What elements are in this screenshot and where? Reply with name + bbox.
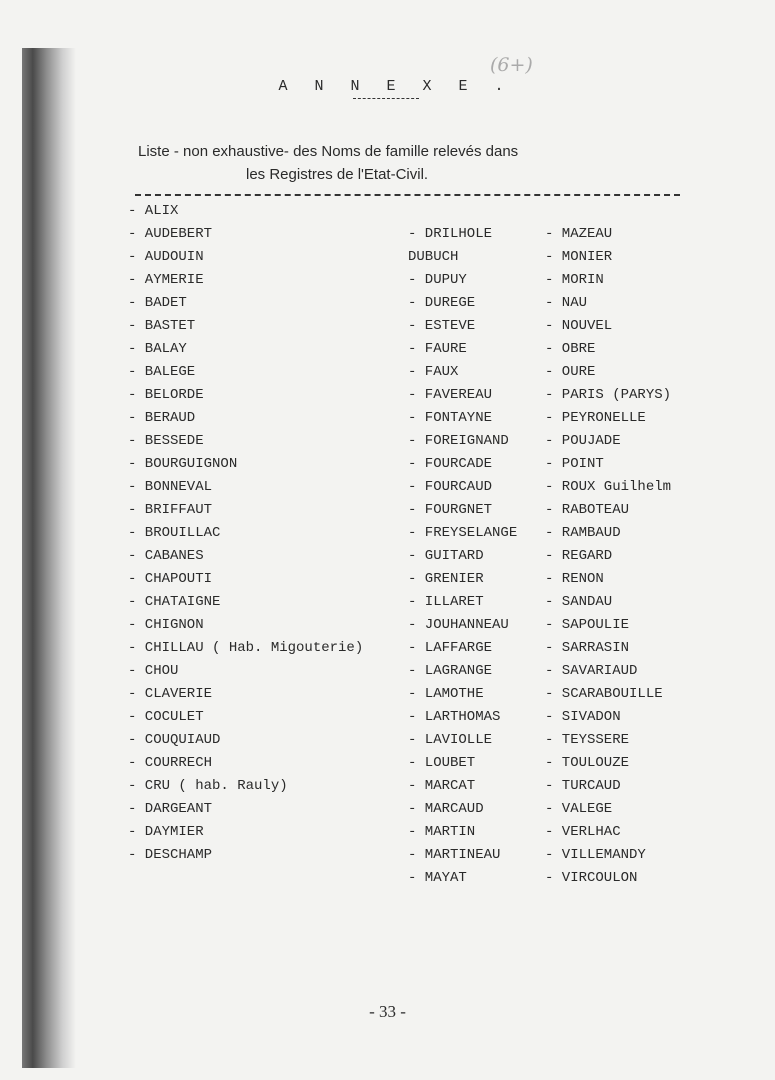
surname-entry: - RAMBAUD <box>545 525 621 541</box>
surname-entry: - CHATAIGNE <box>128 594 221 610</box>
surname-entry: - SAVARIAUD <box>545 663 638 679</box>
surname-entry: - MORIN <box>545 272 604 288</box>
surname-entry: - REGARD <box>545 548 613 564</box>
surname-entry: - FAURE <box>408 341 467 357</box>
margin-note: (6+) <box>490 54 533 76</box>
surname-entry: - TOULOUZE <box>545 755 630 771</box>
surname-entry: - MARTINEAU <box>408 847 501 863</box>
surname-entry: - BONNEVAL <box>128 479 213 495</box>
surname-entry: - DRILHOLE <box>408 226 493 242</box>
surname-entry: - VERLHAC <box>545 824 621 840</box>
surname-entry: - DAYMIER <box>128 824 204 840</box>
surname-entry: - OBRE <box>545 341 596 357</box>
surname-entry: - CHAPOUTI <box>128 571 213 587</box>
surname-entry: - POINT <box>545 456 604 472</box>
surname-entry: - FREYSELANGE <box>408 525 518 541</box>
surname-entry: - FAUX <box>408 364 459 380</box>
surname-entry: - BADET <box>128 295 187 311</box>
surname-entry: - MAZEAU <box>545 226 613 242</box>
surname-entry: - VALEGE <box>545 801 613 817</box>
surname-entry: - CHILLAU ( Hab. Migouterie) <box>128 640 364 656</box>
surname-entry: - NOUVEL <box>545 318 613 334</box>
surname-entry: - DUPUY <box>408 272 467 288</box>
surname-entry: - ROUX Guilhelm <box>545 479 672 495</box>
surname-entry: - BALAY <box>128 341 187 357</box>
surname-entry: - DARGEANT <box>128 801 213 817</box>
page-title: A N N E X E . <box>278 78 513 95</box>
surname-entry: - BROUILLAC <box>128 525 221 541</box>
surname-entry: - FOURCAUD <box>408 479 493 495</box>
surname-entry: - COUQUIAUD <box>128 732 221 748</box>
surname-entry: - MONIER <box>545 249 613 265</box>
surname-entry: - GRENIER <box>408 571 484 587</box>
surname-entry: - LAVIOLLE <box>408 732 493 748</box>
surname-entry: - FOREIGNAND <box>408 433 509 449</box>
surname-entry: - OURE <box>545 364 596 380</box>
surname-entry: - LARTHOMAS <box>408 709 501 725</box>
surname-entry: - ILLARET <box>408 594 484 610</box>
surname-entry: - AUDEBERT <box>128 226 213 242</box>
surname-entry: - ESTEVE <box>408 318 476 334</box>
surname-entry: - PARIS (PARYS) <box>545 387 672 403</box>
surname-entry: - BOURGUIGNON <box>128 456 238 472</box>
surname-entry: - BRIFFAUT <box>128 502 213 518</box>
surname-entry: - LAGRANGE <box>408 663 493 679</box>
subtitle <box>138 140 698 186</box>
surname-entry: - BALEGE <box>128 364 196 380</box>
surname-entry: - POUJADE <box>545 433 621 449</box>
surname-entry: - COCULET <box>128 709 204 725</box>
title-underline <box>353 98 419 99</box>
page-number: - 33 - <box>369 1002 406 1021</box>
surname-entry: - PEYRONELLE <box>545 410 646 426</box>
surname-entry: - DESCHAMP <box>128 847 213 863</box>
surname-entry: - BASTET <box>128 318 196 334</box>
surname-entry: - NAU <box>545 295 588 311</box>
surname-entry: - SIVADON <box>545 709 621 725</box>
surname-entry: - MAYAT <box>408 870 467 886</box>
surname-entry: - COURRECH <box>128 755 213 771</box>
surname-entry: - CABANES <box>128 548 204 564</box>
surname-entry: - TURCAUD <box>545 778 621 794</box>
surname-entry: - SCARABOUILLE <box>545 686 663 702</box>
surname-entry: - GUITARD <box>408 548 484 564</box>
surname-entry: - CRU ( hab. Rauly) <box>128 778 288 794</box>
surname-entry: - MARCAUD <box>408 801 484 817</box>
name-column-3 <box>545 223 671 890</box>
subtitle-line-1: Liste - non exhaustive- des Noms de famille relevés dans <box>138 143 519 160</box>
surname-entry: DUBUCH <box>408 249 459 265</box>
surname-entry: - LAMOTHE <box>408 686 484 702</box>
surname-entry: - MARTIN <box>408 824 476 840</box>
surname-entry: - SANDAU <box>545 594 613 610</box>
name-column-2 <box>408 223 517 890</box>
surname-entry: - VILLEMANDY <box>545 847 646 863</box>
surname-entry: - SAPOULIE <box>545 617 630 633</box>
surname-entry: - AUDOUIN <box>128 249 204 265</box>
surname-entry: - TEYSSERE <box>545 732 630 748</box>
surname-entry: - LAFFARGE <box>408 640 493 656</box>
surname-entry: - BESSEDE <box>128 433 204 449</box>
surname-entry: - CHIGNON <box>128 617 204 633</box>
surname-entry: - AYMERIE <box>128 272 204 288</box>
surname-entry: - RABOTEAU <box>545 502 630 518</box>
surname-entry: - SARRASIN <box>545 640 630 656</box>
surname-entry: - BELORDE <box>128 387 204 403</box>
surname-entry: - FOURCADE <box>408 456 493 472</box>
separator-rule <box>135 194 680 196</box>
surname-entry: - MARCAT <box>408 778 476 794</box>
surname-entry: - FOURGNET <box>408 502 493 518</box>
surname-entry: - VIRCOULON <box>545 870 638 886</box>
surname-entry: - FAVEREAU <box>408 387 493 403</box>
surname-entry: - LOUBET <box>408 755 476 771</box>
surname-entry: - RENON <box>545 571 604 587</box>
surname-entry: - CLAVERIE <box>128 686 213 702</box>
subtitle-line-2: les Registres de l'Etat-Civil. <box>246 166 429 183</box>
surname-entry: - ALIX <box>128 203 179 219</box>
surname-entry: - CHOU <box>128 663 179 679</box>
surname-entry: - JOUHANNEAU <box>408 617 509 633</box>
name-column-1 <box>128 200 363 867</box>
surname-entry: - FONTAYNE <box>408 410 493 426</box>
surname-entry: - DUREGE <box>408 295 476 311</box>
surname-entry: - BERAUD <box>128 410 196 426</box>
